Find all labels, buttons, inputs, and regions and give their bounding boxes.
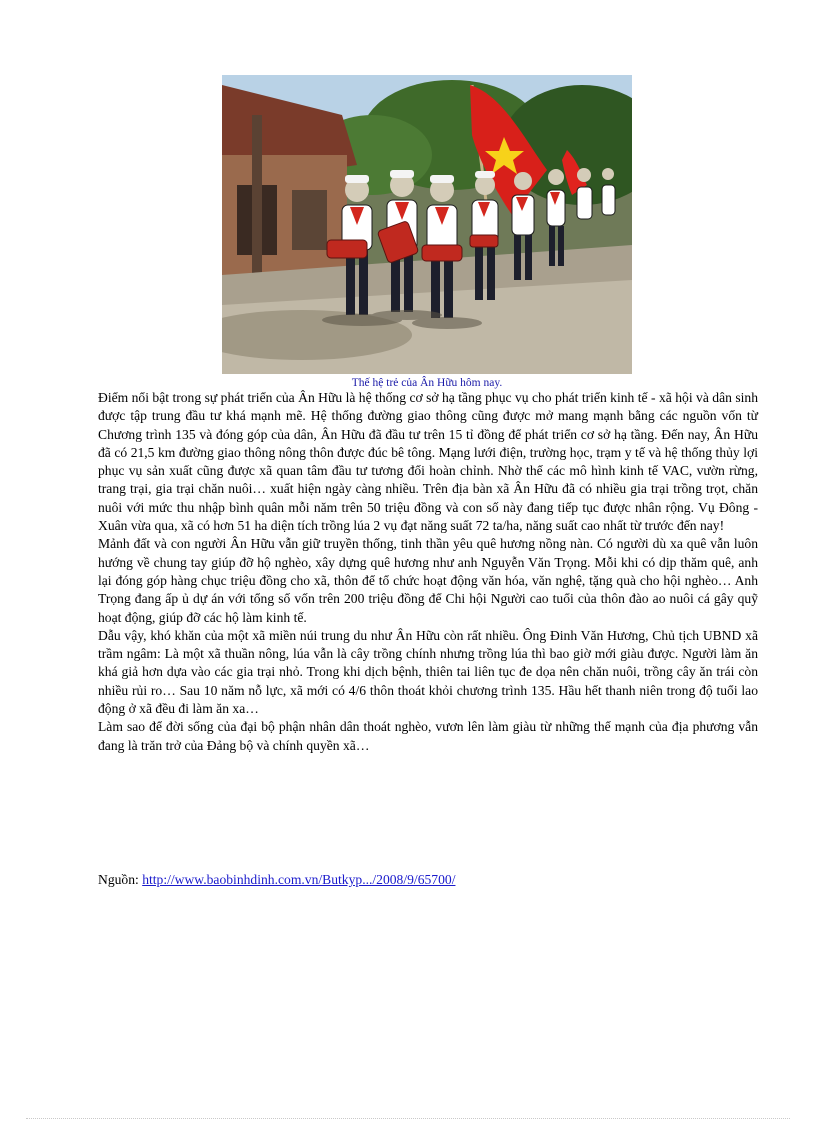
paragraph-concern: Làm sao để đời sống của đại bộ phận nhân dân thoát nghèo, vươn lên làm giàu từ những thế mạnh của địa phương vẫn đang là trăn trở của Đảng bộ và chính quyền xã… [98, 719, 758, 753]
paragraph-tradition: Mảnh đất và con người Ân Hữu vẫn giữ truyền thống, tinh thần yêu quê hương nồng nàn. Có người dù xa quê vẫn luôn hướng về chung tay giúp đỡ hộ nghèo, xây dựng quê hương như anh Nguyễn Văn Trọng. Mỗi khi có dịp thăm quê, anh lại đóng góp hàng chục triệu đồng cho xã, thôn để tổ chức hoạt động văn hóa, văn nghệ, tặng quà cho hội nghèo… Anh Trọng đang ấp ủ dự án với tổng số vốn trên 200 triệu đồng để Chi hội Người cao tuổi của thôn đào ao nuôi cá gây quỹ hoạt động, giúp đỡ các hộ làm kinh tế. [98, 536, 758, 625]
article-body [98, 389, 758, 755]
source-link[interactable]: http://www.baobinhdinh.com.vn/Butkyp.../2008/9/65700/ [142, 872, 456, 887]
children-parade-image [222, 75, 632, 374]
paragraph-difficulties: Dẫu vậy, khó khăn của một xã miền núi trung du như Ân Hữu còn rất nhiều. Ông Đinh Văn Hương, Chủ tịch UBND xã trầm ngâm: Là một xã thuần nông, lúa vẫn là cây trồng chính nhưng trồng lúa thì bao giờ mới giàu được. Người làm ăn khá giả hơn dựa vào các gia trại nhỏ. Trong khi dịch bệnh, thiên tai liên tục đe dọa nên chăn nuôi, trồng cây ăn trái còn nhiều rủi ro… Sau 10 năm nỗ lực, xã mới có 4/6 thôn thoát khỏi chương trình 135. Hầu hết thanh niên trong độ tuổi lao động ở xã đều đi làm ăn xa… [98, 627, 758, 717]
page-bottom-divider [26, 1118, 790, 1119]
source-label: Nguồn: [98, 872, 139, 887]
source-line [98, 871, 455, 889]
article-photo [222, 75, 632, 374]
paragraph-infrastructure: Điểm nổi bật trong sự phát triển của Ân Hữu là hệ thống cơ sở hạ tầng phục vụ cho phát triển kinh tế - xã hội và dân sinh được tập trung đầu tư khá mạnh mẽ. Hệ thống đường giao thông cũng được mở mang mạnh bằng các nguồn vốn từ Chương trình 135 và đóng góp của dân, Ân Hữu đã đầu tư trên 15 tỉ đồng để phát triển cơ sở hạ tầng. Đến nay, Ân Hữu đã có 21,5 km đường giao thông nông thôn được đúc bê tông. Mạng lưới điện, trường học, trạm y tế và hệ thống thủy lợi phục vụ sản xuất cũng được xã quan tâm đầu tư tương đối hoàn chỉnh. Nhờ thế các mô hình kinh tế VAC, vườn rừng, trang trại, gia trại chăn nuôi… xuất hiện ngày càng nhiều. Trên địa bàn xã Ân Hữu đã có nhiều gia trại trồng trọt, chăn nuôi với mức thu nhập bình quân mỗi năm trên 50 triệu đồng và con số này đang tiếp tục được nhân rộng. Vụ Đông - Xuân vừa qua, xã có hơn 51 ha diện tích trồng lúa 2 vụ đạt năng suất 72 ta/ha, năng suất cao nhất từ trước đến nay! [98, 390, 758, 534]
photo-caption: Thế hệ trẻ của Ân Hữu hôm nay. [351, 377, 503, 389]
